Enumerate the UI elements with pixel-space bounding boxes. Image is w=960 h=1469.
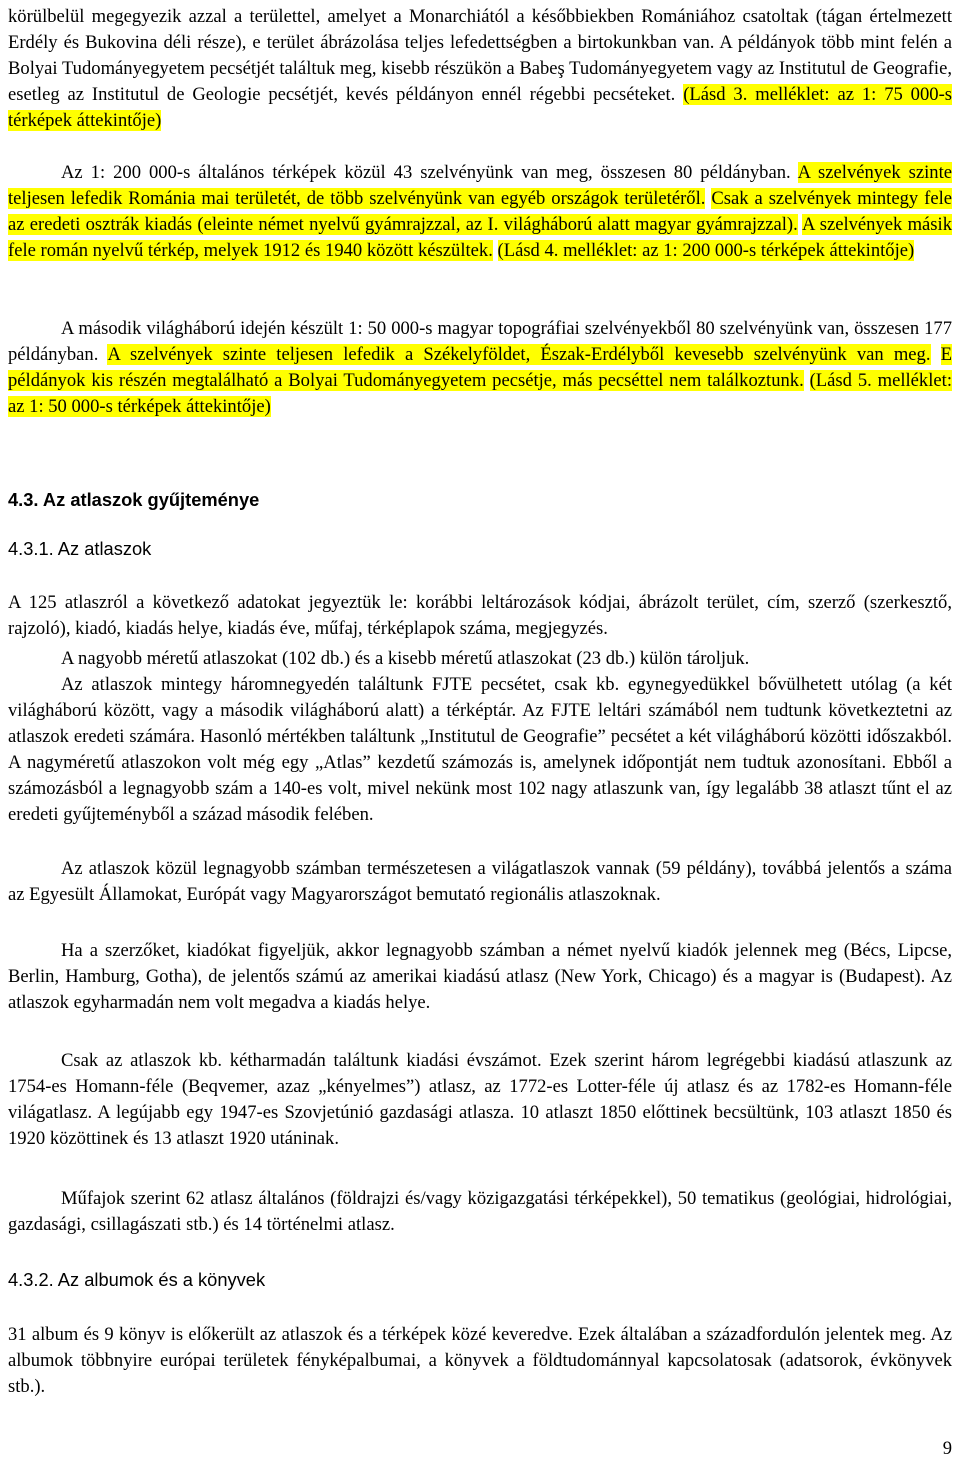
highlighted-sentence: A szelvények szinte teljesen lefedik Románia mai területét, de több szelvényünk van egyéb országok területéről. (8, 162, 952, 209)
highlighted-sentence: E példányok kis részén megtalálható a Bolyai Tudományegyetem pecsétje, más pecséttel nem találkoztunk. (8, 344, 953, 391)
annex-5-reference: (Lásd 5. melléklet: az 1: 50 000-s térképek áttekintője) (8, 370, 952, 417)
paragraph-atlas-sizes: A nagyobb méretű atlaszokat (102 db.) és a kisebb méretű atlaszokat (23 db.) külön tároljuk. (61, 648, 750, 669)
annex-3-reference: (Lásd 3. melléklet: az 1: 75 000-s térképek áttekintője) (8, 84, 952, 131)
paragraph-text: Az 1: 200 000-s általános térképek közül 43 szelvényünk van meg, összesen 80 példányban. (61, 162, 791, 183)
highlighted-sentence: A szelvények másik fele román nyelvű térkép, melyek 1912 és 1940 között készültek. (8, 214, 953, 261)
paragraph-genres: Műfajok szerint 62 atlasz általános (földrajzi és/vagy közigazgatási térképekkel), 50 tematikus (geológiai, hidrológiai, gazdasági, csillagászati stb.) és 14 történelmi atlasz. (8, 1188, 952, 1235)
paragraph-atlas-stamps: Az atlaszok mintegy háromnegyedén találtunk FJTE pecsétet, csak kb. egynegyedükkel bővülhetett utólag (a két világháború között, vagy a második világháború alatt) a térképtár. Az FJTE leltári számából nem tudtunk következtetni az atlaszok eredeti számára. Hasonló mértékben találtunk „Institutul de Geografie” pecsétet a két világháború közötti időszakból. A nagyméretű atlaszokon volt még egy „Atlas” kezdetű számozás is, amelynek időpontját nem tudtuk azonosítani. Ebből a számozásból a legnagyobb szám a 140-es volt, mivel nekünk most 102 nagy atlaszunk van, így legalább 38 atlaszt tűnt el az eredeti gyűjteményből a század második felében. (8, 674, 952, 825)
paragraph-albums-books: 31 album és 9 könyv is előkerült az atlaszok és a térképek közé keveredve. Ezek általában a századfordulón jelentek meg. Az albumok többnyire európai területek fényképalbumai, a könyvek a földtudománnyal kapcsolatosak (adatsorok, évkönyvek stb.). (8, 1324, 952, 1397)
highlighted-sentence: A szelvények szinte teljesen lefedik a Székelyföldet, Észak-Erdélyből kevesebb szelvényünk van meg. (107, 344, 931, 365)
paragraph-world-atlases: Az atlaszok közül legnagyobb számban természetesen a világatlaszok vannak (59 példány), továbbá jelentős a száma az Egyesült Államokat, Európát vagy Magyarországot bemutató regionális atlaszoknak. (8, 858, 952, 905)
paragraph-50000-maps (8, 316, 952, 420)
paragraph-200000-maps (8, 160, 952, 264)
paragraph-text: körülbelül megegyezik azzal a területtel, amelyet a Monarchiától a későbbiekben Romániához csatoltak (tágan értelmezett Erdély és Bukovina déli része), e terület ábrázolása teljes lefedettségben a birtokunkban van. A példányok több mint felén a Bolyai Tudományegyetem pecsétjét találtuk meg, kisebb részükön a Babeş Tudományegyetem vagy az Institutul de Geografie, esetleg az Institutul de Geologie pecsétjét, kevés példányon ennél régebbi pecséteket. (8, 6, 952, 105)
highlighted-sentence: Csak a szelvények mintegy fele az eredeti osztrák kiadás (eleinte német nyelvű gyámrajzzal, az I. világháború alatt magyar gyámrajzzal). (8, 188, 953, 235)
annex-4-reference: (Lásd 4. melléklet: az 1: 200 000-s térképek áttekintője) (497, 240, 915, 261)
subsection-heading-atlases: 4.3.1. Az atlaszok (8, 538, 152, 559)
section-heading-atlas-collection: 4.3. Az atlaszok gyűjteménye (8, 489, 260, 510)
subsection-heading-albums-books: 4.3.2. Az albumok és a könyvek (8, 1269, 266, 1290)
page-number: 9 (942, 1438, 952, 1459)
paragraph-text: A második világháború idején készült 1: 50 000-s magyar topográfiai szelvényekből 80 szelvényünk van, összesen 177 példányban. (8, 318, 952, 365)
paragraph-publication-years: Csak az atlaszok kb. kétharmadán találtunk kiadási évszámot. Ezek szerint három legrégebbi kiadású atlaszunk az 1754-es Homann-féle (Beqvemer, azaz „kényelmes”) atlasz, az 1772-es Lotter-féle új atlasz és az 1782-es Homann-féle világatlasz. A legújabb egy 1947-es Szovjetúnió gazdasági atlasza. 10 atlaszt 1850 előttinek becsültünk, 103 atlaszt 1850 és 1920 közöttinek és 13 atlaszt 1920 utáninak. (8, 1050, 952, 1149)
paragraph-75000-maps (8, 4, 952, 134)
paragraph-publishers: Ha a szerzőket, kiadókat figyeljük, akkor legnagyobb számban a német nyelvű kiadók jelennek meg (Bécs, Lipcse, Berlin, Hamburg, Gotha), de jelentős számú az amerikai kiadású atlasz (New York, Chicago) és a magyar is (Budapest). Az atlaszok egyharmadán nem volt megadva a kiadás helye. (8, 940, 952, 1013)
paragraph-atlas-data: A 125 atlaszról a következő adatokat jegyeztük le: korábbi leltározások kódjai, ábrázolt terület, cím, szerző (szerkesztő, rajzoló), kiadó, kiadás helye, kiadás éve, műfaj, térképlapok száma, megjegyzés. (8, 592, 952, 639)
